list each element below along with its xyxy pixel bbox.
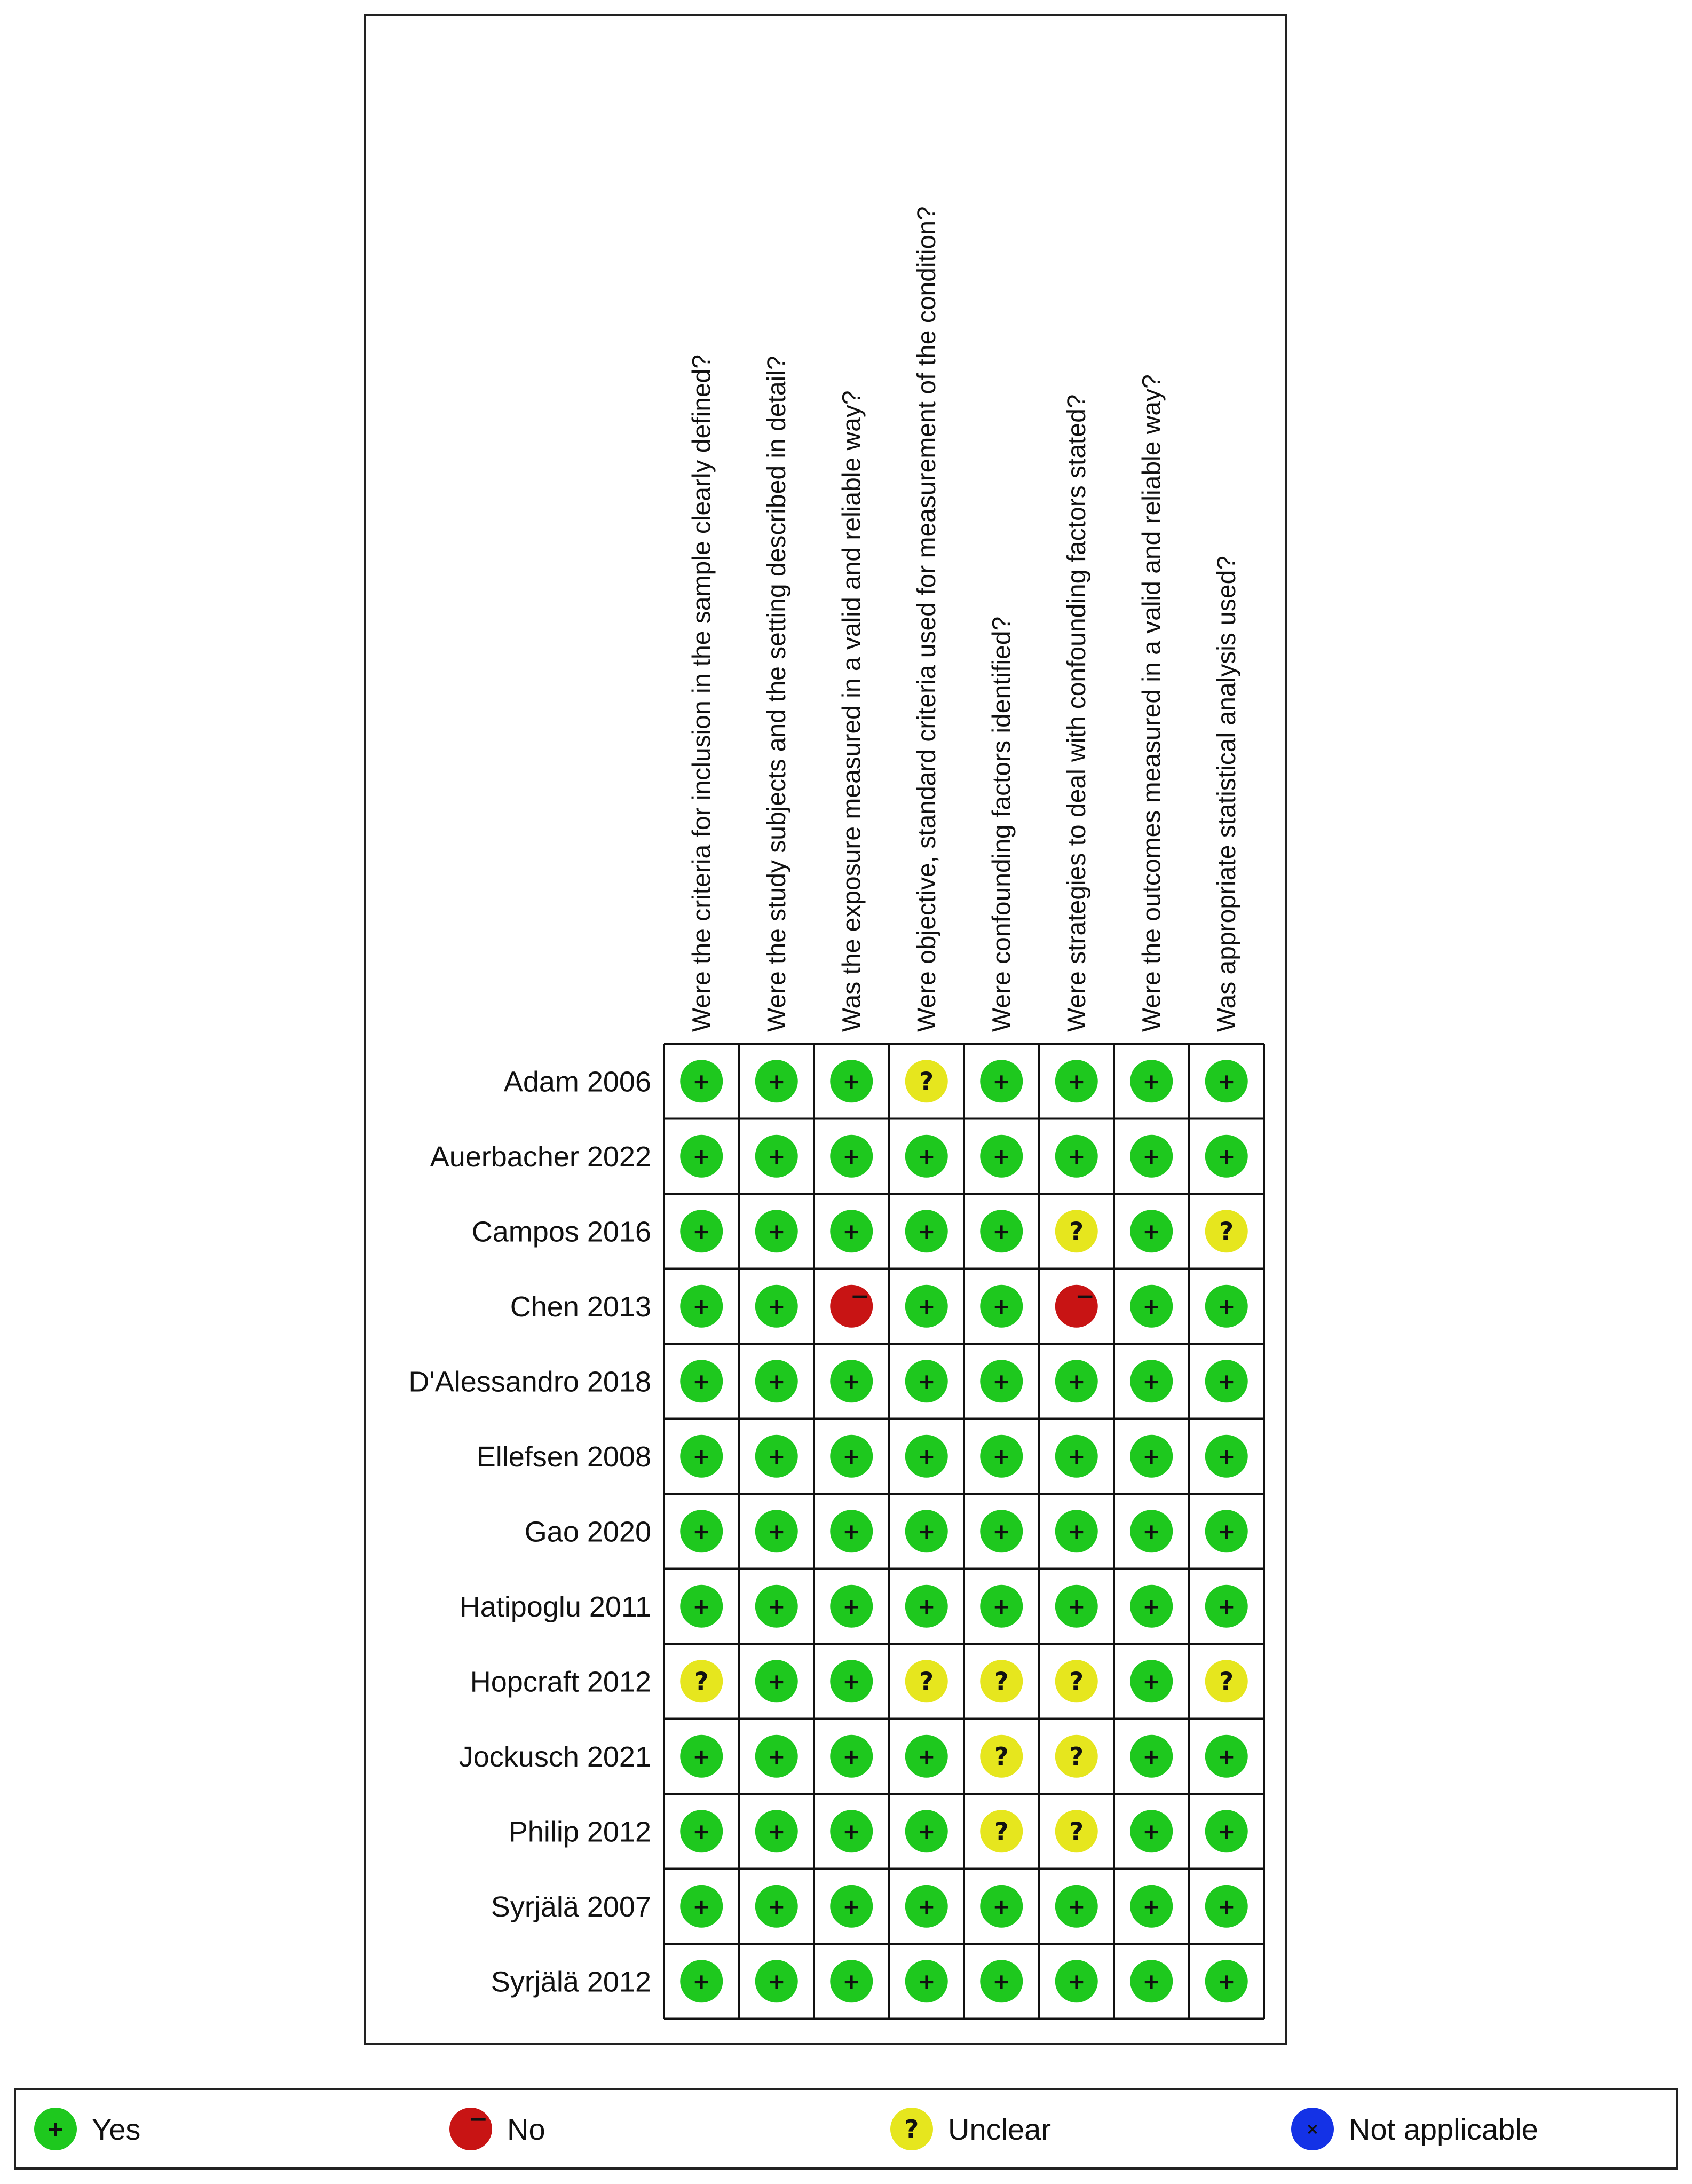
rating-symbol-unclear: ? xyxy=(1069,1667,1084,1696)
rating-mark-yes xyxy=(905,1735,948,1778)
question-header-2: Were the study subjects and the setting described in detail? xyxy=(762,356,791,1032)
rating-mark-yes xyxy=(1205,1060,1248,1102)
rating-symbol-yes: + xyxy=(842,1144,861,1169)
rating-mark-yes xyxy=(1205,1885,1248,1928)
rating-symbol-yes: + xyxy=(1217,1819,1236,1844)
rating-mark-yes xyxy=(1205,1810,1248,1852)
rating-mark-yes xyxy=(680,1285,723,1328)
rating-mark-unclear xyxy=(980,1810,1023,1852)
rating-symbol-yes: + xyxy=(692,1819,711,1844)
rating-symbol-yes: + xyxy=(767,1369,786,1394)
rating-symbol-unclear: ? xyxy=(994,1817,1009,1846)
question-header-8: Was appropriate statistical analysis used? xyxy=(1212,556,1241,1032)
question-header-4: Were objective, standard criteria used for measurement of the condition? xyxy=(912,206,941,1032)
rating-mark-yes xyxy=(905,1810,948,1852)
rating-mark-yes xyxy=(1055,1360,1098,1402)
question-header-7: Were the outcomes measured in a valid and reliable way? xyxy=(1137,374,1166,1032)
rating-mark-yes xyxy=(755,1210,798,1252)
rating-symbol-yes: + xyxy=(917,1894,936,1919)
rating-symbol-yes: + xyxy=(767,1294,786,1319)
rating-symbol-yes: + xyxy=(992,1369,1011,1394)
rating-symbol-unclear: ? xyxy=(1069,1817,1084,1846)
rating-symbol-yes: + xyxy=(1142,1294,1161,1319)
rating-mark-yes xyxy=(680,1360,723,1402)
rating-mark-yes xyxy=(830,1360,873,1402)
question-header-5: Were confounding factors identified? xyxy=(987,616,1016,1032)
study-label: Ellefsen 2008 xyxy=(476,1440,651,1473)
rating-symbol-yes: + xyxy=(992,1144,1011,1169)
rating-symbol-unclear: ? xyxy=(919,1667,934,1696)
rating-symbol-yes: + xyxy=(1067,1594,1086,1619)
rating-mark-yes xyxy=(755,1510,798,1552)
rating-symbol-no: − xyxy=(850,1282,870,1310)
rating-mark-yes xyxy=(680,1810,723,1852)
rating-symbol-unclear: ? xyxy=(994,1741,1009,1771)
rating-symbol-yes: + xyxy=(1217,1144,1236,1169)
legend-symbol-no: − xyxy=(468,2106,488,2133)
rating-symbol-yes: + xyxy=(842,1069,861,1094)
rating-symbol-yes: + xyxy=(917,1969,936,1994)
rating-mark-yes xyxy=(755,1735,798,1778)
rating-symbol-yes: + xyxy=(992,1294,1011,1319)
rating-mark-yes xyxy=(905,1210,948,1252)
rating-mark-yes xyxy=(755,1135,798,1178)
rating-symbol-yes: + xyxy=(767,1744,786,1769)
rating-mark-no xyxy=(1055,1283,1098,1328)
rating-mark-yes xyxy=(1130,1960,1173,2002)
rating-symbol-yes: + xyxy=(842,1594,861,1619)
study-label: Syrjälä 2007 xyxy=(491,1890,651,1923)
rating-grid xyxy=(664,1044,1264,2019)
rating-mark-yes xyxy=(980,1510,1023,1552)
rating-mark-yes xyxy=(1205,1285,1248,1328)
rating-symbol-yes: + xyxy=(767,1144,786,1169)
rating-symbol-yes: + xyxy=(992,1594,1011,1619)
rating-symbol-yes: + xyxy=(1217,1369,1236,1394)
rating-symbol-yes: + xyxy=(1142,1444,1161,1469)
rating-symbol-yes: + xyxy=(692,1444,711,1469)
rating-symbol-yes: + xyxy=(917,1444,936,1469)
rating-mark-yes xyxy=(1130,1885,1173,1928)
rating-symbol-yes: + xyxy=(1142,1519,1161,1544)
rating-mark-yes xyxy=(1205,1510,1248,1552)
rating-mark-yes xyxy=(1055,1060,1098,1102)
rating-symbol-yes: + xyxy=(917,1519,936,1544)
rating-mark-yes xyxy=(1205,1585,1248,1628)
rating-mark-yes xyxy=(1205,1960,1248,2002)
rating-mark-yes xyxy=(680,1960,723,2002)
question-headers xyxy=(687,206,1241,1032)
rating-symbol-yes: + xyxy=(992,1519,1011,1544)
rating-symbol-unclear: ? xyxy=(694,1667,709,1696)
rating-mark-yes xyxy=(905,1510,948,1552)
rating-mark-yes xyxy=(1055,1960,1098,2002)
rating-mark-yes xyxy=(1055,1885,1098,1928)
rating-mark-yes xyxy=(980,1060,1023,1102)
rating-mark-yes xyxy=(755,1660,798,1702)
study-label: Campos 2016 xyxy=(471,1216,651,1248)
question-header-3: Was the exposure measured in a valid and reliable way? xyxy=(837,390,866,1032)
rating-mark-yes xyxy=(830,1210,873,1252)
rating-mark-yes xyxy=(980,1960,1023,2002)
rating-symbol-yes: + xyxy=(1142,1969,1161,1994)
rating-mark-yes xyxy=(830,1885,873,1928)
rating-symbol-yes: + xyxy=(767,1594,786,1619)
rating-symbol-yes: + xyxy=(1067,1444,1086,1469)
rating-symbol-yes: + xyxy=(1142,1894,1161,1919)
rating-mark-yes xyxy=(1130,1360,1173,1402)
rating-symbol-yes: + xyxy=(917,1144,936,1169)
rating-mark-yes xyxy=(980,1285,1023,1328)
rating-symbol-yes: + xyxy=(1217,1894,1236,1919)
study-label: Chen 2013 xyxy=(510,1290,651,1323)
rating-symbol-yes: + xyxy=(1067,1894,1086,1919)
rating-symbol-yes: + xyxy=(1067,1069,1086,1094)
rating-mark-yes xyxy=(755,1285,798,1328)
rating-mark-yes xyxy=(755,1060,798,1102)
rating-mark-yes xyxy=(905,1435,948,1478)
rating-mark-yes xyxy=(1205,1360,1248,1402)
study-label: Gao 2020 xyxy=(524,1516,651,1548)
rating-symbol-unclear: ? xyxy=(1069,1217,1084,1246)
rating-mark-unclear xyxy=(1055,1210,1098,1252)
rating-mark-yes xyxy=(905,1960,948,2002)
rating-symbol-yes: + xyxy=(692,1969,711,1994)
rating-symbol-yes: + xyxy=(842,1669,861,1694)
rating-mark-yes xyxy=(680,1735,723,1778)
rating-mark-unclear xyxy=(980,1735,1023,1778)
rating-symbol-yes: + xyxy=(1217,1969,1236,1994)
rating-mark-yes xyxy=(830,1660,873,1702)
rating-mark-yes xyxy=(1130,1660,1173,1702)
rating-mark-unclear xyxy=(1205,1210,1248,1252)
rating-mark-unclear xyxy=(1055,1660,1098,1702)
rating-symbol-yes: + xyxy=(1067,1519,1086,1544)
rating-symbol-yes: + xyxy=(917,1819,936,1844)
rating-mark-yes xyxy=(980,1885,1023,1928)
rating-mark-yes xyxy=(1130,1135,1173,1178)
rating-mark-yes xyxy=(1130,1735,1173,1778)
rating-symbol-yes: + xyxy=(692,1744,711,1769)
rating-mark-yes xyxy=(905,1285,948,1328)
rating-symbol-yes: + xyxy=(1217,1594,1236,1619)
rating-symbol-yes: + xyxy=(692,1069,711,1094)
rating-symbol-yes: + xyxy=(842,1519,861,1544)
study-labels xyxy=(408,1066,651,1998)
rating-symbol-yes: + xyxy=(917,1594,936,1619)
rating-symbol-yes: + xyxy=(992,1444,1011,1469)
rating-mark-unclear xyxy=(980,1660,1023,1702)
rating-symbol-no: − xyxy=(1075,1282,1095,1310)
rating-mark-yes xyxy=(755,1885,798,1928)
rating-symbol-yes: + xyxy=(767,1069,786,1094)
legend-label-na: Not applicable xyxy=(1349,2112,1538,2146)
rating-mark-yes xyxy=(830,1060,873,1102)
rating-mark-yes xyxy=(755,1435,798,1478)
rating-symbol-yes: + xyxy=(767,1819,786,1844)
legend-symbol-na: × xyxy=(1306,2120,1319,2139)
rating-mark-yes xyxy=(680,1510,723,1552)
rating-mark-unclear xyxy=(905,1060,948,1102)
rating-mark-yes xyxy=(680,1060,723,1102)
rating-mark-yes xyxy=(1130,1210,1173,1252)
study-label: Philip 2012 xyxy=(508,1816,651,1848)
study-label: Jockusch 2021 xyxy=(458,1740,651,1773)
rating-mark-yes xyxy=(980,1585,1023,1628)
rating-symbol-yes: + xyxy=(917,1219,936,1244)
rating-symbol-unclear: ? xyxy=(919,1067,934,1096)
rating-mark-yes xyxy=(980,1135,1023,1178)
study-label: Auerbacher 2022 xyxy=(430,1140,651,1173)
rating-mark-unclear xyxy=(1205,1660,1248,1702)
legend-item-not-applicable xyxy=(1291,2108,1538,2150)
rating-symbol-unclear: ? xyxy=(1069,1741,1084,1771)
rating-mark-yes xyxy=(755,1360,798,1402)
rating-mark-unclear xyxy=(1055,1735,1098,1778)
rating-mark-yes xyxy=(830,1435,873,1478)
rating-mark-yes xyxy=(1130,1435,1173,1478)
rating-symbol-yes: + xyxy=(992,1894,1011,1919)
study-label: Adam 2006 xyxy=(503,1066,651,1098)
rating-mark-yes xyxy=(1130,1510,1173,1552)
rating-mark-unclear xyxy=(905,1660,948,1702)
rating-symbol-yes: + xyxy=(842,1969,861,1994)
study-label: Hatipoglu 2011 xyxy=(459,1590,651,1623)
rating-symbol-yes: + xyxy=(1142,1669,1161,1694)
rating-symbol-unclear: ? xyxy=(1219,1217,1234,1246)
rating-symbol-yes: + xyxy=(692,1369,711,1394)
question-header-6: Were strategies to deal with confounding factors stated? xyxy=(1062,394,1091,1032)
rating-mark-yes xyxy=(830,1585,873,1628)
rating-mark-yes xyxy=(1205,1735,1248,1778)
rating-symbol-yes: + xyxy=(692,1219,711,1244)
legend-symbol-unclear: ? xyxy=(904,2115,919,2143)
rating-symbol-yes: + xyxy=(917,1369,936,1394)
rating-symbol-yes: + xyxy=(767,1894,786,1919)
rating-mark-yes xyxy=(1055,1135,1098,1178)
rating-symbol-yes: + xyxy=(1142,1069,1161,1094)
rating-symbol-yes: + xyxy=(692,1594,711,1619)
rating-symbol-yes: + xyxy=(1142,1744,1161,1769)
rating-mark-yes xyxy=(905,1135,948,1178)
rating-mark-yes xyxy=(1055,1585,1098,1628)
rating-symbol-yes: + xyxy=(1142,1369,1161,1394)
rating-mark-yes xyxy=(830,1510,873,1552)
legend-label-yes: Yes xyxy=(92,2112,141,2146)
question-header-1: Were the criteria for inclusion in the sample clearly defined? xyxy=(687,354,716,1032)
rating-symbol-yes: + xyxy=(842,1444,861,1469)
rating-mark-yes xyxy=(1130,1060,1173,1102)
rating-symbol-yes: + xyxy=(842,1369,861,1394)
legend-symbol-yes: + xyxy=(46,2117,65,2142)
rating-mark-yes xyxy=(1205,1135,1248,1178)
legend-label-unclear: Unclear xyxy=(948,2112,1051,2146)
study-label: Syrjälä 2012 xyxy=(491,1966,651,1998)
rating-symbol-yes: + xyxy=(1142,1144,1161,1169)
rating-symbol-yes: + xyxy=(692,1294,711,1319)
rating-mark-yes xyxy=(1130,1585,1173,1628)
rating-symbol-yes: + xyxy=(767,1969,786,1994)
rating-symbol-yes: + xyxy=(992,1969,1011,1994)
rating-symbol-yes: + xyxy=(767,1519,786,1544)
rating-mark-yes xyxy=(680,1885,723,1928)
rating-mark-yes xyxy=(680,1135,723,1178)
rating-symbol-yes: + xyxy=(1217,1069,1236,1094)
rating-symbol-yes: + xyxy=(1142,1594,1161,1619)
rating-symbol-yes: + xyxy=(842,1219,861,1244)
legend-item-no xyxy=(449,2106,545,2150)
rating-symbol-yes: + xyxy=(767,1219,786,1244)
rating-symbol-yes: + xyxy=(692,1519,711,1544)
rating-symbol-yes: + xyxy=(992,1219,1011,1244)
rating-symbol-yes: + xyxy=(1067,1369,1086,1394)
rating-mark-yes xyxy=(755,1960,798,2002)
rating-symbol-yes: + xyxy=(1217,1519,1236,1544)
rating-symbol-yes: + xyxy=(1217,1744,1236,1769)
rating-symbol-yes: + xyxy=(842,1819,861,1844)
legend-item-yes xyxy=(34,2108,140,2150)
rating-mark-no xyxy=(830,1283,873,1328)
rating-symbol-yes: + xyxy=(692,1144,711,1169)
legend-item-unclear xyxy=(890,2108,1051,2150)
rating-symbol-yes: + xyxy=(992,1069,1011,1094)
rating-mark-yes xyxy=(1130,1285,1173,1328)
rating-mark-yes xyxy=(680,1585,723,1628)
rating-mark-yes xyxy=(1205,1435,1248,1478)
rating-mark-yes xyxy=(830,1735,873,1778)
rating-mark-yes xyxy=(1055,1435,1098,1478)
legend xyxy=(34,2106,1538,2150)
rating-mark-yes xyxy=(905,1585,948,1628)
rating-mark-yes xyxy=(980,1210,1023,1252)
rating-mark-yes xyxy=(830,1135,873,1178)
rating-mark-yes xyxy=(980,1360,1023,1402)
rating-symbol-yes: + xyxy=(917,1744,936,1769)
rating-symbol-yes: + xyxy=(1217,1294,1236,1319)
rating-mark-yes xyxy=(680,1210,723,1252)
rating-symbol-unclear: ? xyxy=(994,1667,1009,1696)
rating-symbol-yes: + xyxy=(917,1294,936,1319)
rating-mark-yes xyxy=(905,1885,948,1928)
rating-mark-yes xyxy=(755,1585,798,1628)
rating-mark-unclear xyxy=(680,1660,723,1702)
rating-symbol-yes: + xyxy=(767,1669,786,1694)
rating-symbol-yes: + xyxy=(1142,1819,1161,1844)
rating-symbol-yes: + xyxy=(1067,1144,1086,1169)
rating-symbol-yes: + xyxy=(692,1894,711,1919)
study-label: Hopcraft 2012 xyxy=(470,1666,651,1698)
rating-symbol-yes: + xyxy=(842,1744,861,1769)
rating-mark-yes xyxy=(830,1810,873,1852)
rating-mark-unclear xyxy=(1055,1810,1098,1852)
rating-symbol-yes: + xyxy=(1217,1444,1236,1469)
rating-mark-yes xyxy=(905,1360,948,1402)
rating-symbol-yes: + xyxy=(1142,1219,1161,1244)
study-label: D'Alessandro 2018 xyxy=(408,1366,651,1398)
rating-mark-yes xyxy=(1130,1810,1173,1852)
rating-symbol-yes: + xyxy=(1067,1969,1086,1994)
rating-symbol-yes: + xyxy=(842,1894,861,1919)
rating-symbol-unclear: ? xyxy=(1219,1667,1234,1696)
rating-mark-yes xyxy=(1055,1510,1098,1552)
rating-symbol-yes: + xyxy=(767,1444,786,1469)
rating-mark-yes xyxy=(680,1435,723,1478)
rating-mark-yes xyxy=(980,1435,1023,1478)
legend-label-no: No xyxy=(507,2112,545,2146)
rating-mark-yes xyxy=(830,1960,873,2002)
rating-mark-yes xyxy=(755,1810,798,1852)
